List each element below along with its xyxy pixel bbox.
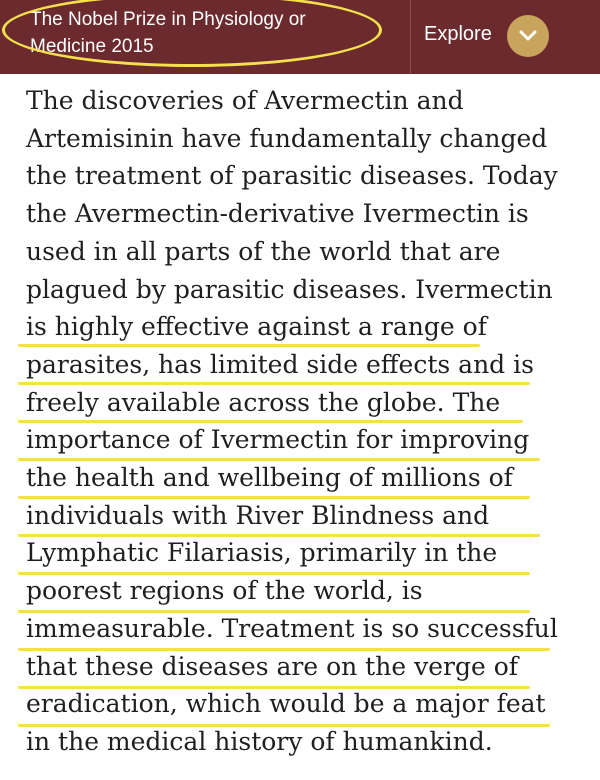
article-paragraph: [26, 82, 586, 761]
chevron-down-icon[interactable]: [507, 15, 549, 57]
text-line: poorest regions of the world, is: [26, 576, 423, 606]
text-line: parasites, has limited side effects and is: [26, 349, 534, 379]
text-line: The discoveries of Avermectin and: [26, 86, 464, 115]
text-line: plagued by parasitic diseases. Ivermectin: [26, 274, 553, 304]
text-line: immeasurable. Treatment is so successful: [26, 613, 558, 643]
text-line: Lymphatic Filariasis, primarily in the: [26, 538, 498, 568]
text-line: used in all parts of the world that are: [26, 236, 501, 266]
page-title[interactable]: The Nobel Prize in Physiology or Medicine 2015: [30, 9, 306, 57]
explore-button[interactable]: [410, 0, 600, 74]
header-bar: [0, 0, 600, 74]
text-line: is highly effective against a range of: [26, 312, 487, 342]
text-line: in the medical history of humankind.: [26, 726, 493, 756]
text-line: the treatment of parasitic diseases. Today: [26, 161, 558, 191]
text-line: importance of Ivermectin for improving: [26, 425, 530, 455]
text-line: Artemisinin have fundamentally changed: [26, 123, 548, 153]
text-line: the Avermectin-derivative Ivermectin is: [26, 199, 529, 229]
text-line: eradication, which would be a major feat: [26, 689, 546, 719]
text-line: that these diseases are on the verge of: [26, 651, 518, 681]
text-line: freely available across the globe. The: [26, 387, 501, 417]
text-line: individuals with River Blindness and: [26, 500, 490, 530]
explore-label: Explore: [424, 23, 492, 45]
text-line: the health and wellbeing of millions of: [26, 463, 513, 493]
